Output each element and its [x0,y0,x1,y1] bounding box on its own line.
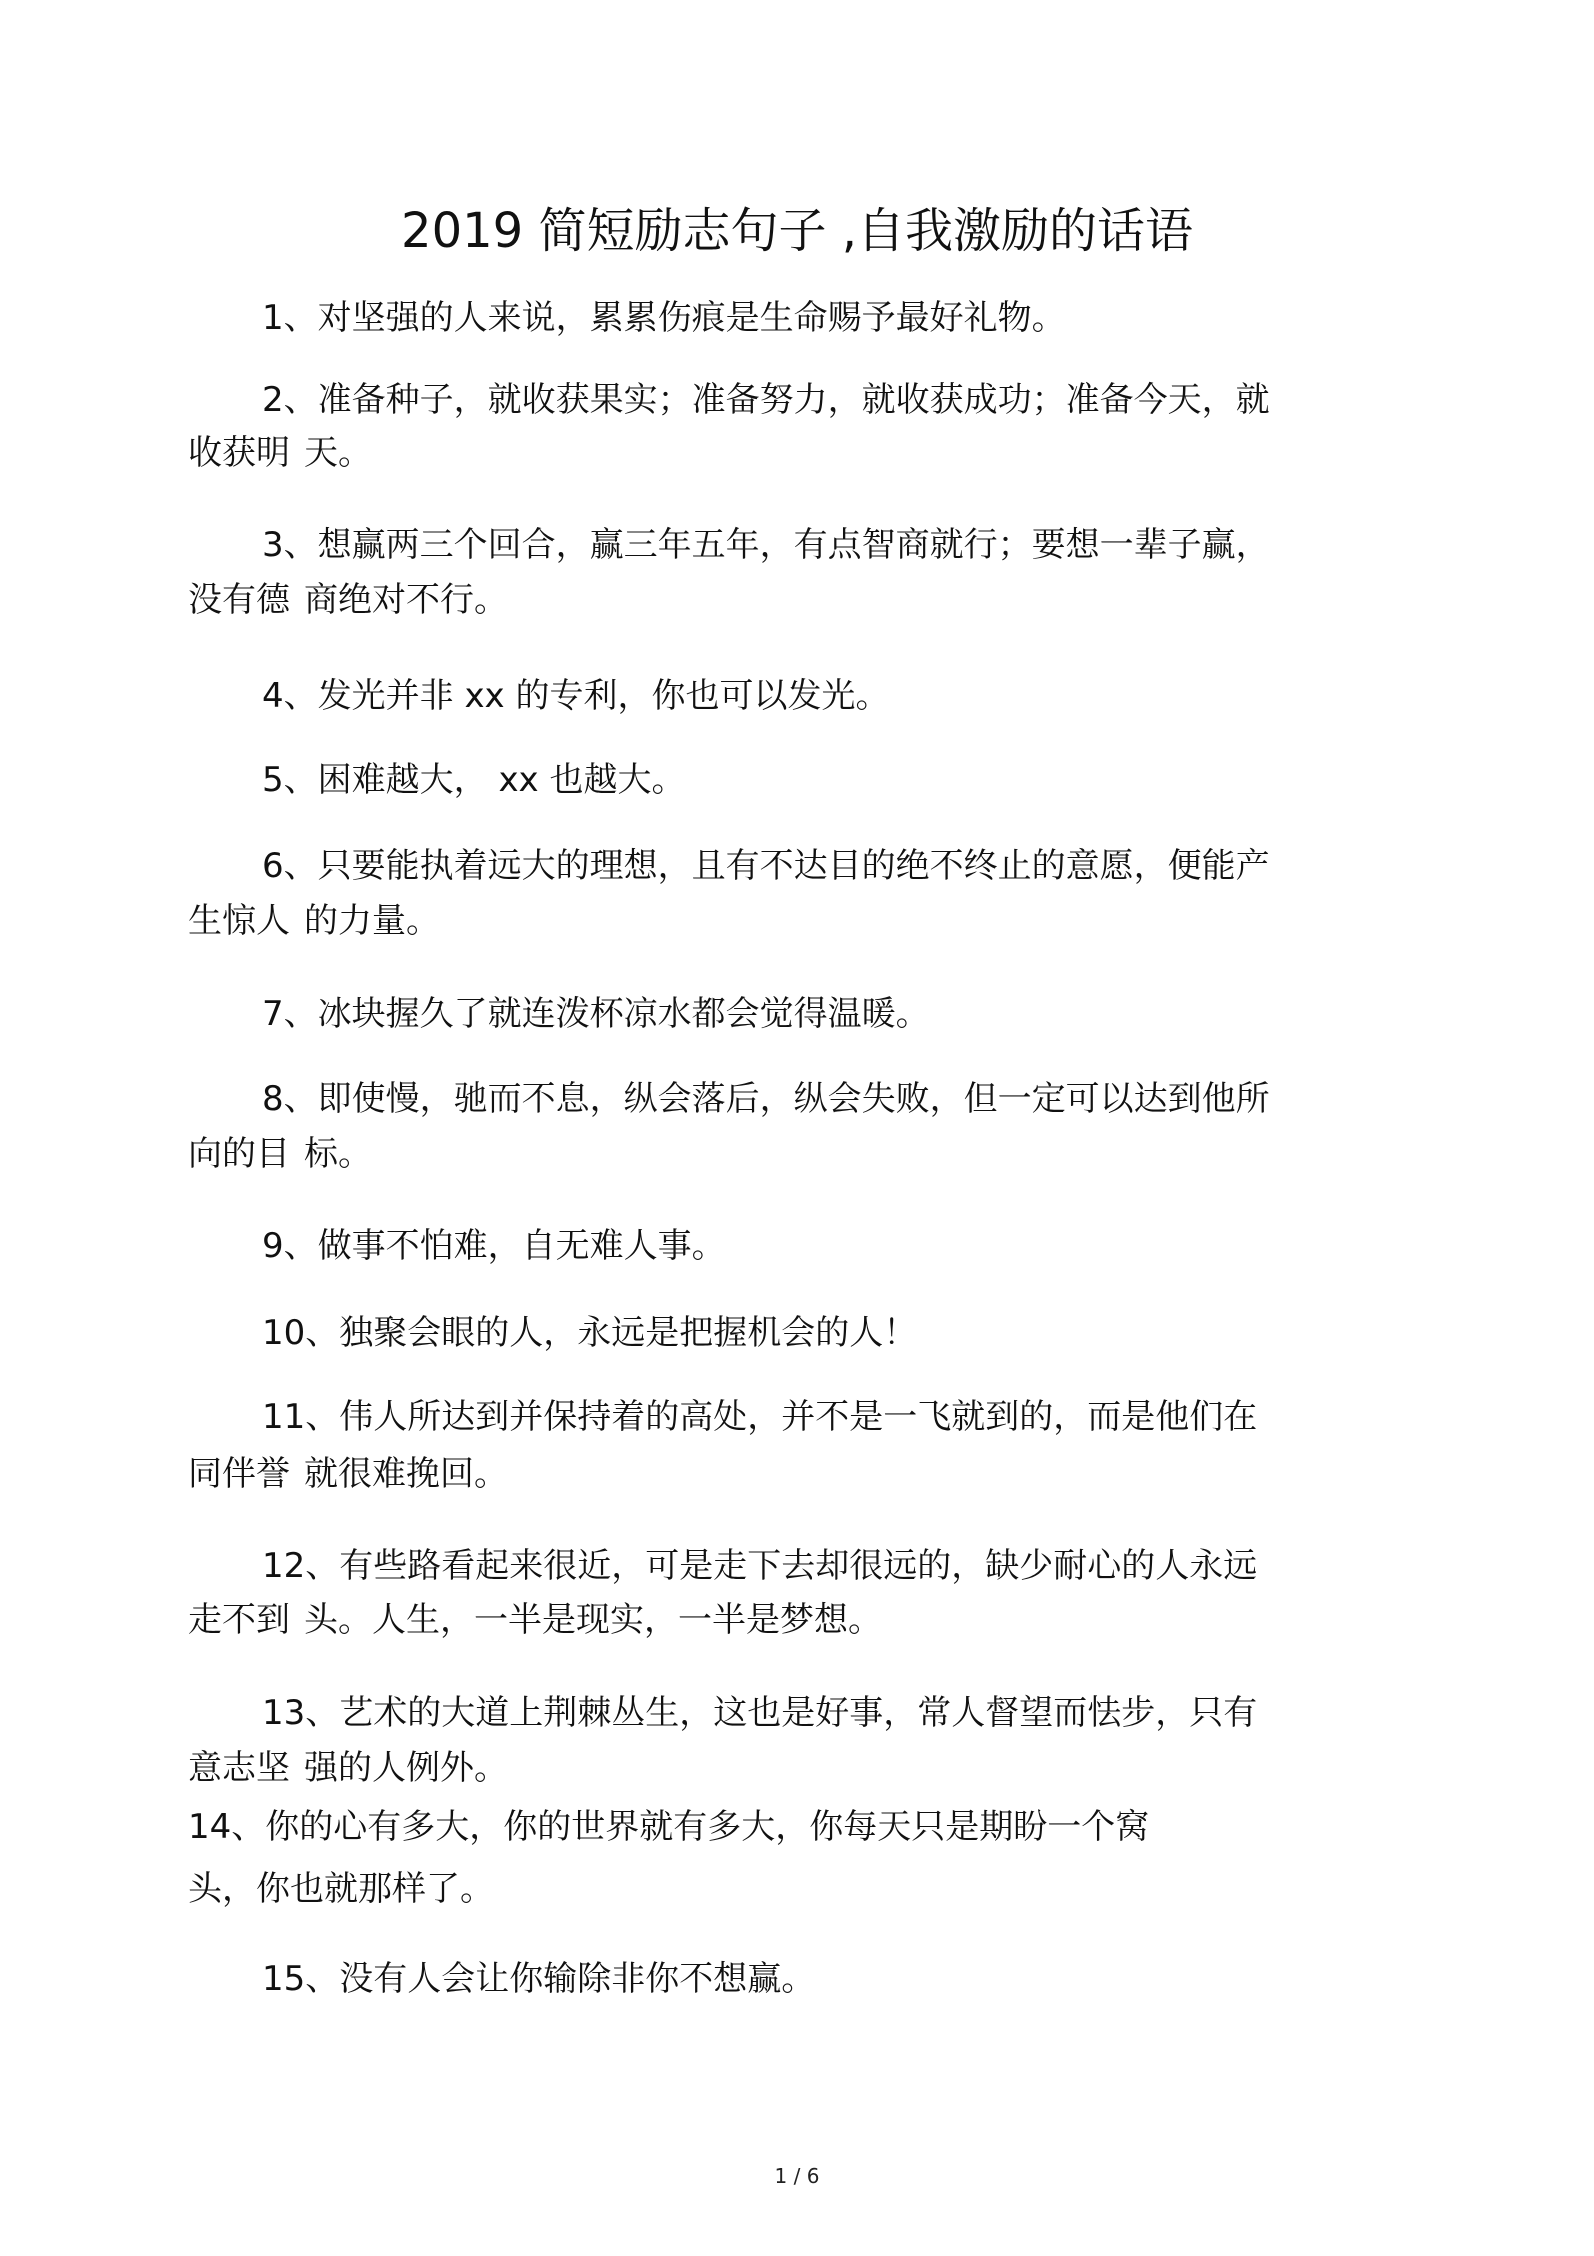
list-item-12-line-2: 走不到 头。人生，一半是现实，一半是梦想。 [188,1600,882,1640]
list-item-5: 5、困难越大， xx 也越大。 [262,760,686,800]
list-item-4: 4、发光并非 xx 的专利，你也可以发光。 [262,676,890,716]
list-item-9: 9、做事不怕难，自无难人事。 [262,1226,726,1266]
list-item-11-line-1: 11、伟人所达到并保持着的高处，并不是一飞就到的，而是他们在 [262,1397,1258,1437]
list-item-8-line-1: 8、即使慢，驰而不息，纵会落后，纵会失败，但一定可以达到他所 [262,1079,1270,1119]
list-item-14-line-1: 14、你的心有多大，你的世界就有多大，你每天只是期盼一个窝 [188,1807,1150,1847]
page-title: 2019 简短励志句子 ,自我激励的话语 [401,203,1193,259]
list-item-14-line-2: 头，你也就那样了。 [188,1869,494,1909]
list-item-2-line-2: 收获明 天。 [188,433,372,473]
list-item-3-line-1: 3、想赢两三个回合，赢三年五年，有点智商就行；要想一辈子赢， [262,525,1270,565]
list-item-13-line-1: 13、艺术的大道上荆棘丛生，这也是好事，常人督望而怯步，只有 [262,1693,1258,1733]
page-number: 1 / 6 [774,2164,820,2188]
list-item-11-line-2: 同伴誉 就很难挽回。 [188,1454,508,1494]
list-item-10: 10、独聚会眼的人，永远是把握机会的人！ [262,1313,918,1353]
list-item-7: 7、冰块握久了就连泼杯凉水都会觉得温暖。 [262,994,930,1034]
list-item-6-line-2: 生惊人 的力量。 [188,901,440,941]
list-item-15: 15、没有人会让你输除非你不想赢。 [262,1959,816,1999]
list-item-12-line-1: 12、有些路看起来很近，可是走下去却很远的，缺少耐心的人永远 [262,1546,1258,1586]
list-item-13-line-2: 意志坚 强的人例外。 [188,1748,508,1788]
list-item-6-line-1: 6、只要能执着远大的理想，且有不达目的绝不终止的意愿，便能产 [262,846,1270,886]
list-item-1: 1、对坚强的人来说，累累伤痕是生命赐予最好礼物。 [262,298,1066,338]
list-item-2-line-1: 2、准备种子，就收获果实；准备努力，就收获成功；准备今天，就 [262,380,1270,420]
list-item-3-line-2: 没有德 商绝对不行。 [188,580,508,620]
list-item-8-line-2: 向的目 标。 [188,1134,372,1174]
